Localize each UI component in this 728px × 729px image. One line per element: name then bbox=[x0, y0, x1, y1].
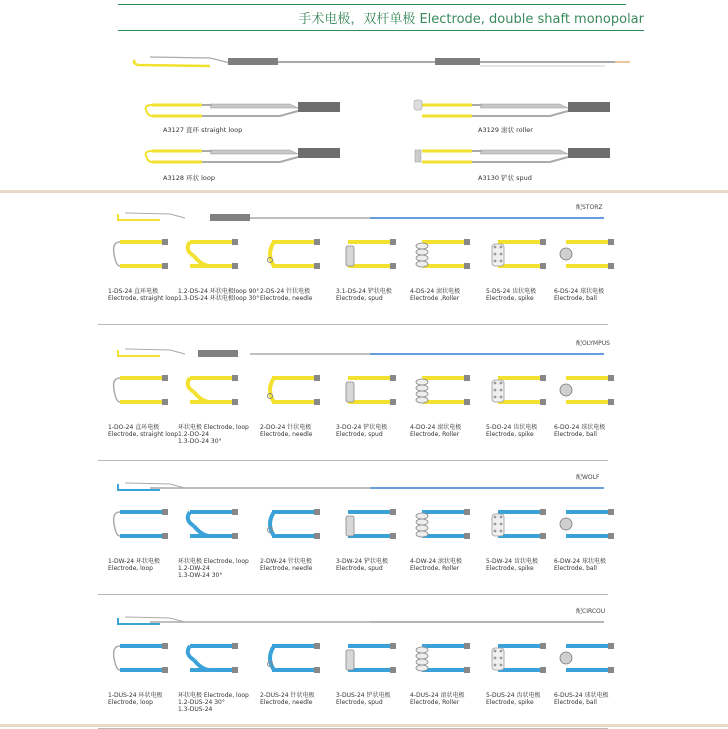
electrode-label: Electrode, spud bbox=[336, 699, 383, 706]
electrode-label: 1-DUS-24 环状电极 bbox=[108, 692, 163, 699]
electrode-label: 1.2-DO-24 bbox=[178, 431, 210, 438]
section-rule bbox=[98, 460, 608, 461]
electrode-label: 3-DW-24 铲状电极 bbox=[336, 558, 388, 565]
section-divider bbox=[0, 190, 728, 193]
header-underline bbox=[118, 30, 644, 31]
spud-electrode-icon bbox=[338, 502, 402, 552]
electrode-label: 环状电极 Electrode, loop bbox=[178, 558, 249, 565]
spike-electrode-icon bbox=[488, 636, 552, 686]
spike-electrode-icon bbox=[488, 502, 552, 552]
electrode-label: Electrode, needle bbox=[260, 295, 313, 302]
electrode-label: 1.2-DS-24 环状电极loop 90° bbox=[178, 288, 260, 295]
electrode-label: 1.3-DS-24 环状电极loop 30° bbox=[178, 295, 260, 302]
electrode-label: 1.3-DUS-24 bbox=[178, 706, 213, 713]
electrode-label: Electrode, spike bbox=[486, 699, 534, 706]
ball-electrode-icon bbox=[556, 502, 620, 552]
electrode-label: 2-DO-24 针状电极 bbox=[260, 424, 312, 431]
electrode-label: 4-DO-24 滚状电极 bbox=[410, 424, 462, 431]
brand-label: 配OLYMPUS bbox=[576, 340, 610, 347]
section-instrument-icon bbox=[0, 206, 728, 230]
electrode-label: Electrode, spike bbox=[486, 431, 534, 438]
electrode-label: Electrode, needle bbox=[260, 699, 313, 706]
electrode-label: 1-DO-24 直环电极 bbox=[108, 424, 160, 431]
loop-electrode-icon bbox=[180, 502, 244, 552]
electrode-label: 5-DS-24 齿状电极 bbox=[486, 288, 537, 295]
electrode-label: 6-DUS-24 球状电极 bbox=[554, 692, 609, 699]
section-rule bbox=[98, 324, 608, 325]
electrode-label: 5-DUS-24 齿状电极 bbox=[486, 692, 541, 699]
electrode-label: Electrode, ball bbox=[554, 699, 597, 706]
roller-electrode-icon bbox=[412, 502, 476, 552]
roller-electrode-icon bbox=[412, 636, 476, 686]
brand-label: 配CIRCOU bbox=[576, 608, 606, 615]
electrode-label: 6-DW-24 球状电极 bbox=[554, 558, 606, 565]
brand-label: 配WOLF bbox=[576, 474, 600, 481]
electrode-label: 3.1-DS-24 铲状电极 bbox=[336, 288, 392, 295]
electrode-label: Electrode, loop bbox=[108, 699, 153, 706]
straight-loop-electrode-icon bbox=[110, 368, 174, 418]
ball-electrode-icon bbox=[556, 636, 620, 686]
electrode-label: 6-DS-24 球状电极 bbox=[554, 288, 605, 295]
spud-electrode-icon bbox=[338, 232, 402, 282]
straight-loop-electrode-icon bbox=[110, 502, 174, 552]
electrode-label: 4-DS-24 滚状电极 bbox=[410, 288, 461, 295]
ball-electrode-icon bbox=[556, 368, 620, 418]
electrode-label: Electrode, spud bbox=[336, 431, 383, 438]
electrode-label: 环状电极 Electrode, loop bbox=[178, 692, 249, 699]
electrode-label: Electrode, Roller bbox=[410, 699, 460, 706]
electrode-label: 6-DO-24 球状电极 bbox=[554, 424, 606, 431]
electrode-label: Electrode, straight loop bbox=[108, 295, 179, 302]
electrode-label: Electrode, ball bbox=[554, 295, 597, 302]
section-instrument-icon bbox=[0, 342, 728, 366]
top-label-a3128: A3128 环状 loop bbox=[163, 174, 216, 182]
electrode-label: Electrode, spike bbox=[486, 565, 534, 572]
electrode-label: 5-DO-24 齿状电极 bbox=[486, 424, 538, 431]
electrode-label: Electrode, ball bbox=[554, 565, 597, 572]
spud-electrode-icon bbox=[338, 368, 402, 418]
electrode-label: 1.2-DW-24 bbox=[178, 565, 210, 572]
electrode-label: 1-DS-24 直环电极 bbox=[108, 288, 159, 295]
electrode-label: 4-DW-24 滚状电极 bbox=[410, 558, 462, 565]
electrode-label: 5-DW-24 齿状电极 bbox=[486, 558, 538, 565]
page-title: 手术电极，双杆单极 Electrode, double shaft monopolar bbox=[298, 12, 644, 27]
electrode-label: Electrode, needle bbox=[260, 431, 313, 438]
ball-electrode-icon bbox=[556, 232, 620, 282]
needle-electrode-icon bbox=[262, 232, 326, 282]
electrode-label: 2-DUS-24 针状电极 bbox=[260, 692, 315, 699]
section-instrument-icon bbox=[0, 476, 728, 500]
roller-electrode-icon bbox=[412, 232, 476, 282]
electrode-label: 环状电极 Electrode, loop bbox=[178, 424, 249, 431]
electrode-label: Electrode, spike bbox=[486, 295, 534, 302]
electrode-label: Electrode, ball bbox=[554, 431, 597, 438]
roller-electrode-icon bbox=[412, 368, 476, 418]
straight-loop-electrode-icon bbox=[110, 636, 174, 686]
needle-electrode-icon bbox=[262, 502, 326, 552]
electrode-label: 2-DS-24 针状电极 bbox=[260, 288, 311, 295]
electrode-label: Electrode ,Roller bbox=[410, 295, 460, 302]
spike-electrode-icon bbox=[488, 232, 552, 282]
top-label-a3127: A3127 直环 straight loop bbox=[163, 126, 243, 134]
brand-label: 配STORZ bbox=[576, 204, 603, 211]
bottom-divider bbox=[0, 724, 728, 727]
electrode-label: 1.3-DO-24 30° bbox=[178, 438, 222, 445]
electrode-label: Electrode, Roller bbox=[410, 431, 460, 438]
spud-electrode-icon bbox=[338, 636, 402, 686]
electrode-label: Electrode, straight loop bbox=[108, 431, 179, 438]
top-label-a3130: A3130 铲状 spud bbox=[478, 174, 532, 182]
electrode-label: Electrode, spud bbox=[336, 565, 383, 572]
electrode-label: 3-DO-24 铲状电极 bbox=[336, 424, 388, 431]
electrode-label: 3-DUS-24 铲状电极 bbox=[336, 692, 391, 699]
electrode-label: Electrode, Roller bbox=[410, 565, 460, 572]
electrode-label: 1.2-DUS-24 30° bbox=[178, 699, 225, 706]
loop-electrode-icon bbox=[180, 636, 244, 686]
electrode-label: 2-DW-24 针状电极 bbox=[260, 558, 312, 565]
loop-electrode-icon bbox=[180, 368, 244, 418]
electrode-label: 4-DUS-24 滚状电极 bbox=[410, 692, 465, 699]
electrode-label: Electrode, loop bbox=[108, 565, 153, 572]
electrode-label: 1.3-DW-24 30° bbox=[178, 572, 223, 579]
section-rule bbox=[98, 594, 608, 595]
spike-electrode-icon bbox=[488, 368, 552, 418]
electrode-label: Electrode, spud bbox=[336, 295, 383, 302]
needle-electrode-icon bbox=[262, 636, 326, 686]
header-rule bbox=[118, 4, 626, 5]
needle-electrode-icon bbox=[262, 368, 326, 418]
loop-electrode-icon bbox=[180, 232, 244, 282]
section-instrument-icon bbox=[0, 610, 728, 634]
straight-loop-electrode-icon bbox=[110, 232, 174, 282]
top-label-a3129: A3129 滚状 roller bbox=[478, 126, 533, 134]
electrode-label: 1-DW-24 环状电极 bbox=[108, 558, 160, 565]
electrode-label: Electrode, needle bbox=[260, 565, 313, 572]
